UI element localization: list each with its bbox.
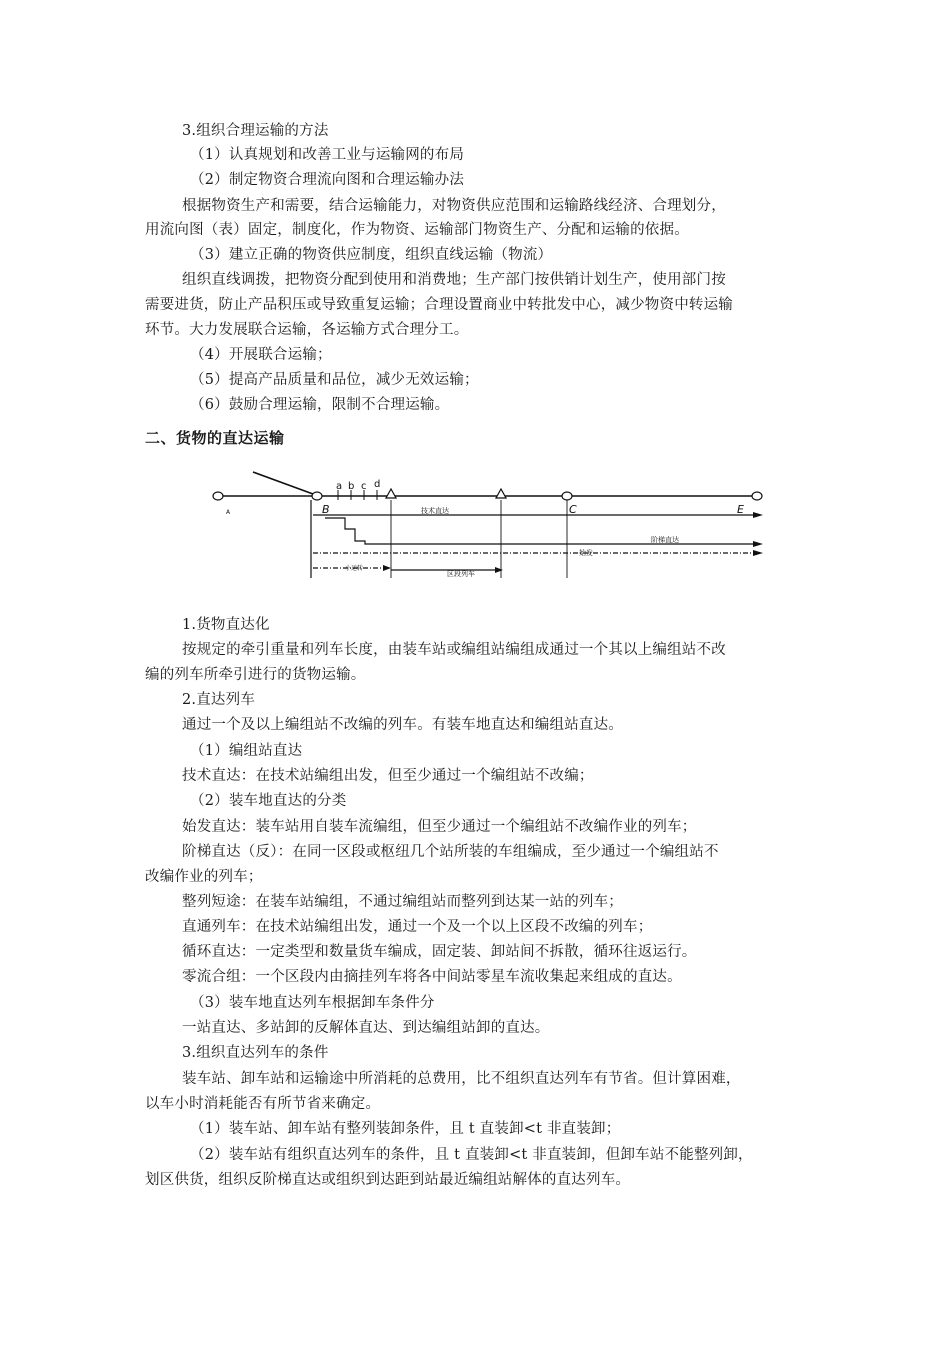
arrow-head <box>753 550 763 556</box>
arrow-head <box>753 541 763 547</box>
branch-line <box>253 472 313 494</box>
section-station-marker <box>496 489 506 498</box>
paragraph-line: 通过一个及以上编组站不改编的列车。有装车地直达和编组站直达。 <box>182 717 623 733</box>
paragraph-line: 直通列车：在技术站编组出发，通过一个及一个以上区段不改编的列车； <box>182 919 653 935</box>
direct-train-diagram <box>205 466 775 584</box>
list-item: （3）装车地直达列车根据卸车条件分 <box>190 995 435 1011</box>
paragraph-line: 按规定的牵引重量和列车长度，由装车站或编组站编组成通过一个其以上编组站不改 <box>182 642 726 658</box>
subsection-title: 2.直达列车 <box>182 692 256 708</box>
list-item: （1）装车站、卸车站有整列装卸条件，且 t 直装卸<t 非直装卸； <box>190 1121 621 1137</box>
paragraph-line: 整列短途：在装车站编组，不通过编组站而整列到达某一站的列车； <box>182 894 623 910</box>
paragraph-line: 以车小时消耗能否有所节省来确定。 <box>145 1096 381 1112</box>
station-e <box>752 492 762 500</box>
list-item: （6）鼓励合理运输，限制不合理运输。 <box>190 397 450 413</box>
paragraph-line: 技术直达：在技术站编组出发，但至少通过一个编组站不改编； <box>182 768 594 784</box>
paragraph-line: 环节。大力发展联合运输，各运输方式合理分工。 <box>145 322 469 338</box>
paragraph-line: 零流合组：一个区段内由摘挂列车将各中间站零星车流收集起来组成的直达。 <box>182 969 682 985</box>
arrow-head <box>753 512 763 518</box>
lane-label-technical: 技术直达 <box>421 507 449 515</box>
paragraph-line: 改编作业的列车； <box>145 869 263 885</box>
paragraph-line: 组织直线调拨，把物资分配到使用和消费地；生产部门按供销计划生产，使用部门按 <box>182 272 726 288</box>
list-item: （2）制定物资合理流向图和合理运输办法 <box>190 172 465 188</box>
paragraph-line: 一站直达、多站卸的反解体直达、到达编组站卸的直达。 <box>182 1020 550 1036</box>
section-title: 3.组织合理运输的方法 <box>182 123 329 139</box>
label-a: a <box>336 481 343 492</box>
subsection-title: 3.组织直达列车的条件 <box>182 1045 329 1061</box>
station-b <box>312 492 322 500</box>
paragraph-line: 划区供货，组织反阶梯直达或组织到达距到站最近编组站解体的直达列车。 <box>145 1172 631 1188</box>
label-station-b: B <box>322 503 330 516</box>
arrow-head <box>495 567 503 573</box>
ladder-direct-lane <box>325 518 757 544</box>
subsection-title: 1.货物直达化 <box>182 617 270 633</box>
paragraph-line: 编的列车所牵引进行的货物运输。 <box>145 667 366 683</box>
section-heading: 二、货物的直达运输 <box>145 429 285 447</box>
paragraph-line: 始发直达：装车站用自装车流编组，但至少通过一个编组站不改编作业的列车； <box>182 819 697 835</box>
arrow-head <box>383 565 391 571</box>
lane-label-section: 区段列车 <box>447 570 475 578</box>
label-station-e: E <box>737 503 744 516</box>
station-c <box>562 492 572 500</box>
list-item: （3）建立正确的物资供应制度，组织直线运输（物流） <box>190 247 553 263</box>
lane-label-short: 小运转 <box>345 565 364 572</box>
label-d: d <box>374 479 381 490</box>
list-item: （2）装车站有组织直达列车的条件，且 t 直装卸<t 非直装卸，但卸车站不能整列卸， <box>190 1147 753 1163</box>
label-start: A <box>226 509 231 516</box>
list-item: （5）提高产品质量和品位，减少无效运输； <box>190 372 479 388</box>
label-station-c: C <box>569 503 577 516</box>
paragraph-line: 阶梯直达（反）：在同一区段或枢纽几个站所装的车组编成，至少通过一个编组站不 <box>182 844 719 860</box>
lane-label-origin: 始发 <box>579 549 593 557</box>
paragraph-line: 用流向图（表）固定，制度化，作为物资、运输部门物资生产、分配和运输的依据。 <box>145 222 689 238</box>
paragraph-line: 循环直达：一定类型和数量货车编成，固定装、卸站间不拆散，循环往返运行。 <box>182 944 697 960</box>
station-start <box>213 492 223 500</box>
list-item: （4）开展联合运输； <box>190 347 332 363</box>
paragraph-line: 装车站、卸车站和运输途中所消耗的总费用，比不组织直达列车有节省。但计算困难， <box>182 1071 741 1087</box>
label-b: b <box>348 481 355 492</box>
paragraph-line: 根据物资生产和需要，结合运输能力，对物资供应范围和运输路线经济、合理划分， <box>182 198 726 214</box>
list-item: （1）认真规划和改善工业与运输网的布局 <box>190 147 465 163</box>
label-c: c <box>361 481 367 492</box>
section-station-marker <box>386 489 396 498</box>
list-item: （2）装车地直达的分类 <box>190 793 347 809</box>
lane-label-ladder: 阶梯直达 <box>651 536 679 544</box>
list-item: （1）编组站直达 <box>190 743 303 759</box>
paragraph-line: 需要进货，防止产品积压或导致重复运输；合理设置商业中转批发中心，减少物资中转运输 <box>145 297 733 313</box>
